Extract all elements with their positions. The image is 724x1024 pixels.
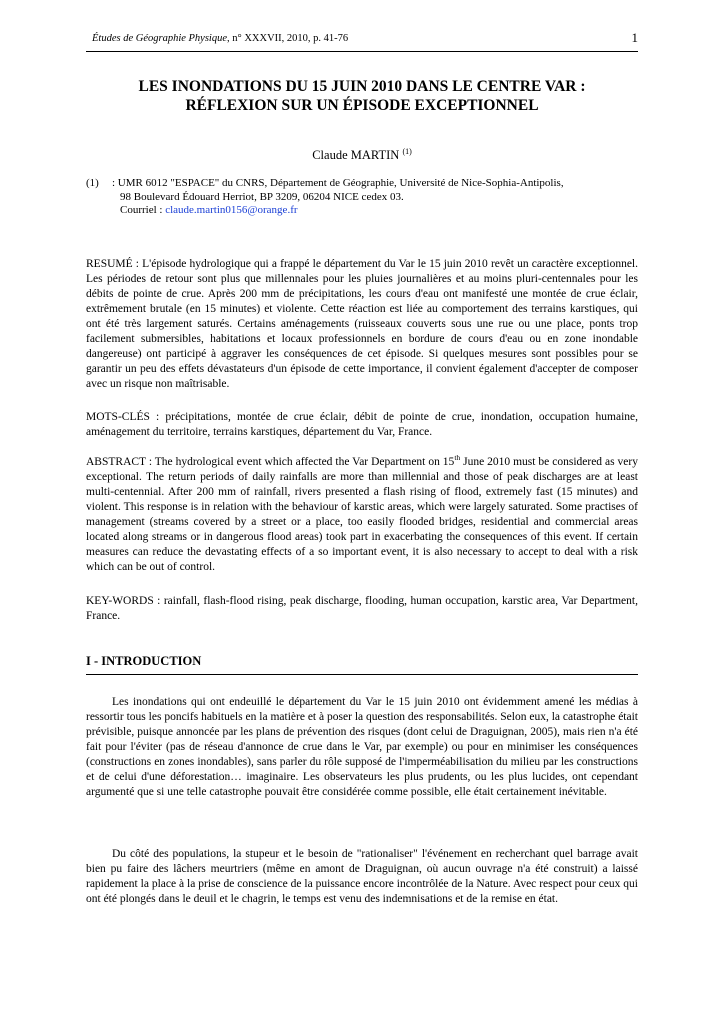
mots-cles: MOTS-CLÉS : précipitations, montée de crue éclair, débit de pointe de crue, inondation, occupation humaine, aménagement du territoire, terrains karstiques, département du Var, France. [86, 411, 638, 438]
email-label: Courriel : [120, 204, 166, 216]
journal-name: Études de Géographie Physique [92, 33, 228, 44]
affiliation-line-2: 98 Boulevard Édouard Herriot, BP 3209, 06204 NICE cedex 03. [120, 190, 404, 203]
affiliation-email-line [120, 204, 638, 218]
section-rule [86, 674, 638, 675]
author-affiliation-mark: (1) [402, 147, 412, 156]
affiliation-line-1: : UMR 6012 "ESPACE" du CNRS, Département de Géographie, Université de Nice-Sophia-Antipolis, [112, 177, 564, 189]
header-rule [86, 51, 638, 52]
affiliation [86, 177, 638, 218]
abstract [86, 455, 638, 575]
title-line-2: RÉFLEXION SUR UN ÉPISODE EXCEPTIONNEL [185, 97, 539, 114]
abstract-text-start: ABSTRACT : The hydrological event which affected the Var Department on 15 [86, 456, 455, 468]
paper-title [86, 77, 638, 115]
body-paragraph-1: Les inondations qui ont endeuillé le département du Var le 15 juin 2010 ont évidemment amené les médias à ressortir tous les poncifs habituels en la matière et à poser la question des responsabilités. Selon eux, la catastrophe était prévisible, puisque annoncée par les plans de prévention des risques (dont celui de Draguignan, 2005), mais rien n'a été fait pour l'éviter (pas de réseau d'annonce de crue dans le Var, par exemple) ou pour en minimiser les conséquences (constructions en zones inondables), sans parler du rôle supposé de l'imperméabilisation du milieu par les constructions et de celui d'une déforestation… imaginaire. Les observateurs les plus prudents, ou les plus lucides, ont cependant argumenté que si une telle catastrophe pouvait être considérée comme possible, elle était certainement inévitable. [86, 696, 638, 798]
email-link[interactable]: claude.martin0156@orange.fr [165, 204, 298, 216]
journal-issue: , n° XXXVII, 2010, p. 41-76 [227, 33, 349, 44]
abstract-superscript: th [454, 453, 461, 462]
author [86, 147, 638, 163]
title-line-1: LES INONDATIONS DU 15 JUIN 2010 DANS LE CENTRE VAR : [138, 78, 586, 95]
body-paragraph-2: Du côté des populations, la stupeur et le besoin de "rationaliser" l'événement en recherchant quel barrage avait bien pu faire des lâchers meurtriers (même en amont de Draguignan, où aucun ouvrage n'a été construit) a laissé rapidement la place à la prise de conscience de la puissance encore incontrôlée de la Nature. Avec respect pour ceux qui ont été plongés dans le deuil et le chagrin, le temps est venu des indemnisations et de la remise en état. [86, 848, 638, 905]
abstract-text-rest: June 2010 must be considered as very exceptional. The return periods of daily rainfalls are more than millennial and those of peak discharges are at least multi-centennial. After 200 mm of rainfall, rivers presented a flash rising of flood, extremely fast (15 minutes) and violent. This response is in relation with the behaviour of karstic areas, which were largely saturated. Some practises of management (streams covered by a street or a place, too easily flooded bridges, residential and commercial areas located along streams or in dangerous flood areas) took part in exacerbating the consequences of this event. If certain measures can reduce the devastating effects of a so important event, it is also necessary to accept to deal with a risk which can be out of control. [86, 456, 638, 573]
section-heading: I - INTRODUCTION [86, 654, 202, 668]
resume: RESUMÉ : L'épisode hydrologique qui a frappé le département du Var le 15 juin 2010 revêt un caractère exceptionnel. Les périodes de retour sont plus que millennales pour les pluies journalières et au moins pluri-centennales pour les débits de pointe de crue. Après 200 mm de précipitations, les cours d'eau ont manifesté une montée de crue éclair, extrêmement brutale (en 15 minutes) et violente. Cette réaction est liée au comportement des terrains karstiques, qui ont été très largement saturés. Certains aménagements (ruisseaux couverts sous une rue ou une place, ponts trop facilement submersibles, habitations et locaux professionnels en bordure de cours d'eau ou en zone inondable dangereuse) ont participé à aggraver les conséquences de cet épisode. Si quelques mesures sont possibles pour se garantir un peu des effets dévastateurs d'un épisode de cette importance, il convient également d'accepter de composer avec un risque non maîtrisable. [86, 258, 638, 390]
author-name: Claude MARTIN [312, 148, 400, 162]
affiliation-number: (1) [86, 177, 99, 189]
page-number: 1 [631, 30, 638, 45]
running-header [92, 33, 348, 44]
key-words: KEY-WORDS : rainfall, flash-flood rising, peak discharge, flooding, human occupation, karstic area, Var Department, France. [86, 595, 638, 622]
